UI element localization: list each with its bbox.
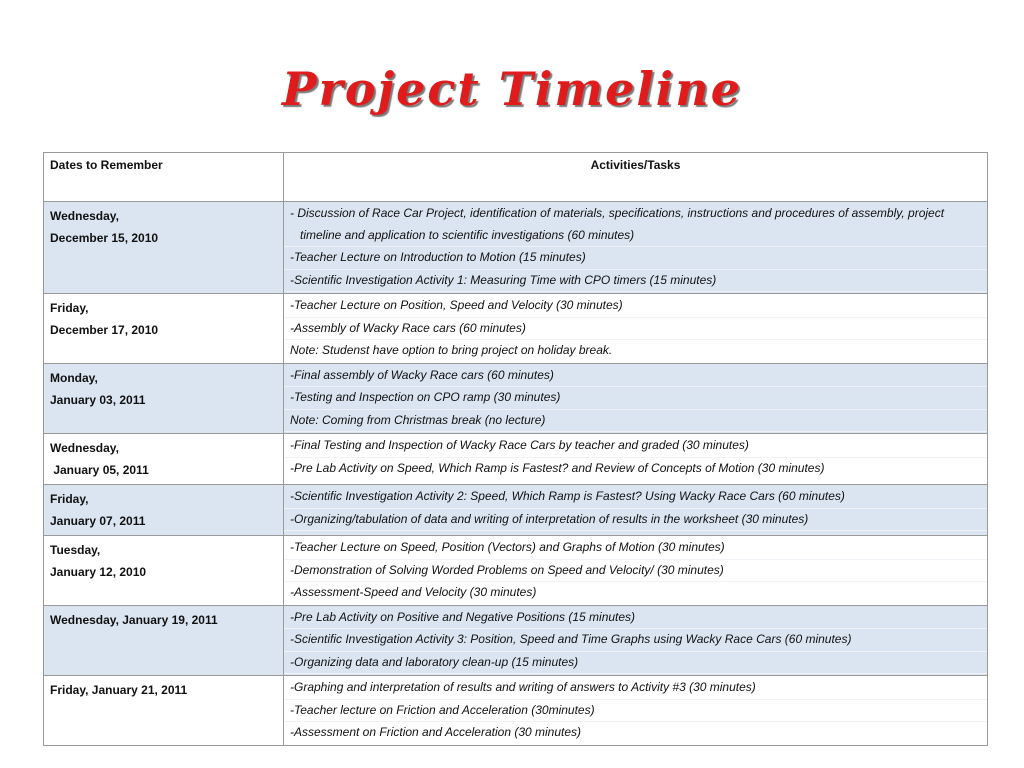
date-line: Friday,	[50, 492, 89, 506]
date-line: Monday,	[50, 370, 98, 385]
date-text	[44, 676, 283, 704]
activities-cell	[284, 605, 988, 676]
activity-item	[284, 247, 987, 270]
date-cell	[44, 202, 284, 294]
activity-text: -Teacher Lecture on Speed, Position (Vectors) and Graphs of Motion (30 minutes)	[290, 540, 725, 554]
date-text	[44, 202, 283, 252]
activities-cell	[284, 485, 988, 536]
activity-item	[284, 387, 987, 410]
activities-cell	[284, 294, 988, 364]
table-row	[44, 485, 988, 536]
activities-cell	[284, 536, 988, 606]
table-row	[44, 294, 988, 364]
date-text	[44, 294, 283, 344]
activities-cell	[284, 434, 988, 485]
date-line: Friday, January 21, 2011	[50, 683, 188, 697]
activity-text: -Organizing/tabulation of data and writing of interpretation of results in the worksheet (30 minutes)	[290, 511, 809, 526]
activity-item	[284, 295, 987, 318]
timeline-table	[43, 152, 988, 746]
activity-text: -Teacher Lecture on Position, Speed and Velocity (30 minutes)	[290, 298, 623, 312]
activities-cell	[284, 202, 988, 294]
activity-text: -Scientific Investigation Activity 1: Measuring Time with CPO timers (15 minutes)	[290, 272, 717, 287]
activity-text: Note: Coming from Christmas break (no lecture)	[290, 412, 546, 427]
date-cell	[44, 536, 284, 606]
activity-item	[284, 270, 987, 293]
activity-item	[284, 700, 987, 723]
activity-item	[284, 435, 987, 458]
activity-text: -Assessment on Friction and Acceleration (30 minutes)	[290, 725, 582, 739]
activity-text: -Pre Lab Activity on Speed, Which Ramp is Fastest? and Review of Concepts of Motion (30 minutes)	[290, 460, 825, 475]
table-row	[44, 676, 988, 746]
date-cell	[44, 676, 284, 746]
date-line: January 03, 2011	[50, 392, 146, 407]
date-text	[44, 606, 283, 634]
activity-text: -Teacher Lecture on Introduction to Motion (15 minutes)	[290, 250, 586, 264]
date-text	[44, 434, 283, 484]
activity-item	[284, 607, 987, 630]
activity-item	[284, 458, 987, 480]
activity-item	[284, 582, 987, 604]
date-cell	[44, 294, 284, 364]
activity-item	[284, 677, 987, 700]
header-dates	[44, 153, 284, 202]
activity-text: -Final assembly of Wacky Race cars (60 minutes)	[290, 367, 554, 382]
table-row	[44, 536, 988, 606]
date-line: December 15, 2010	[50, 231, 159, 245]
activity-text: -Final Testing and Inspection of Wacky Race Cars by teacher and graded (30 minutes)	[290, 438, 749, 452]
activity-text: -Scientific Investigation Activity 3: Position, Speed and Time Graphs using Wacky Race Cars (60 minutes)	[290, 632, 852, 646]
activity-text: -Scientific Investigation Activity 2: Speed, Which Ramp is Fastest? Using Wacky Race Cars (60 minutes)	[290, 489, 845, 503]
activity-text: -Organizing data and laboratory clean-up (15 minutes)	[290, 654, 579, 669]
activity-item	[284, 203, 987, 247]
date-line: Friday,	[50, 301, 89, 315]
activity-text: -Graphing and interpretation of results and writing of answers to Activity #3 (30 minutes)	[290, 680, 756, 694]
activities-cell	[284, 676, 988, 746]
activity-text: Note: Studenst have option to bring project on holiday break.	[290, 343, 613, 357]
table-row	[44, 434, 988, 485]
activity-item	[284, 652, 987, 675]
activity-item	[284, 509, 987, 532]
table-header-row	[44, 153, 988, 202]
table-row	[44, 202, 988, 294]
activity-item	[284, 629, 987, 652]
activity-item	[284, 537, 987, 560]
date-line: January 12, 2010	[50, 565, 147, 579]
date-line: January 07, 2011	[50, 514, 146, 528]
activity-item	[284, 410, 987, 433]
activity-text: -Pre Lab Activity on Positive and Negative Positions (15 minutes)	[290, 609, 636, 624]
activity-text: -Assembly of Wacky Race cars (60 minutes)	[290, 320, 526, 335]
date-line: Wednesday,	[50, 209, 119, 223]
activity-item	[284, 486, 987, 509]
activity-text: -Testing and Inspection on CPO ramp (30 minutes)	[290, 390, 561, 404]
activity-text: -Demonstration of Solving Worded Problems on Speed and Velocity/ (30 minutes)	[290, 562, 724, 577]
activity-item	[284, 365, 987, 388]
activity-item	[284, 318, 987, 341]
date-line: Wednesday, January 19, 2011	[50, 612, 218, 627]
date-text	[44, 364, 283, 414]
activity-text: -Assessment-Speed and Velocity (30 minutes)	[290, 585, 537, 599]
date-line: Tuesday,	[50, 543, 101, 557]
activity-item	[284, 340, 987, 362]
header-activities-label: Activities/Tasks	[590, 158, 681, 172]
activity-item	[284, 722, 987, 744]
table-row	[44, 605, 988, 676]
date-line: December 17, 2010	[50, 323, 159, 337]
date-cell	[44, 434, 284, 485]
date-text	[44, 485, 283, 535]
header-activities	[284, 153, 988, 202]
date-line: January 05, 2011	[50, 463, 149, 477]
activity-item	[284, 560, 987, 583]
timeline-body	[44, 202, 988, 746]
table-row	[44, 363, 988, 434]
activities-cell	[284, 363, 988, 434]
date-cell	[44, 605, 284, 676]
activity-text: -Teacher lecture on Friction and Acceleration (30minutes)	[290, 702, 595, 717]
activity-text: - Discussion of Race Car Project, identification of materials, specifications, instructions and procedures of assembly, project	[290, 206, 945, 220]
date-cell	[44, 485, 284, 536]
date-text	[44, 536, 283, 586]
activity-continuation: timeline and application to scientific investigations (60 minutes)	[300, 227, 635, 242]
header-dates-label: Dates to Remember	[50, 158, 163, 172]
date-line: Wednesday,	[50, 441, 119, 455]
page-title: Project Timeline	[282, 62, 742, 116]
date-cell	[44, 363, 284, 434]
